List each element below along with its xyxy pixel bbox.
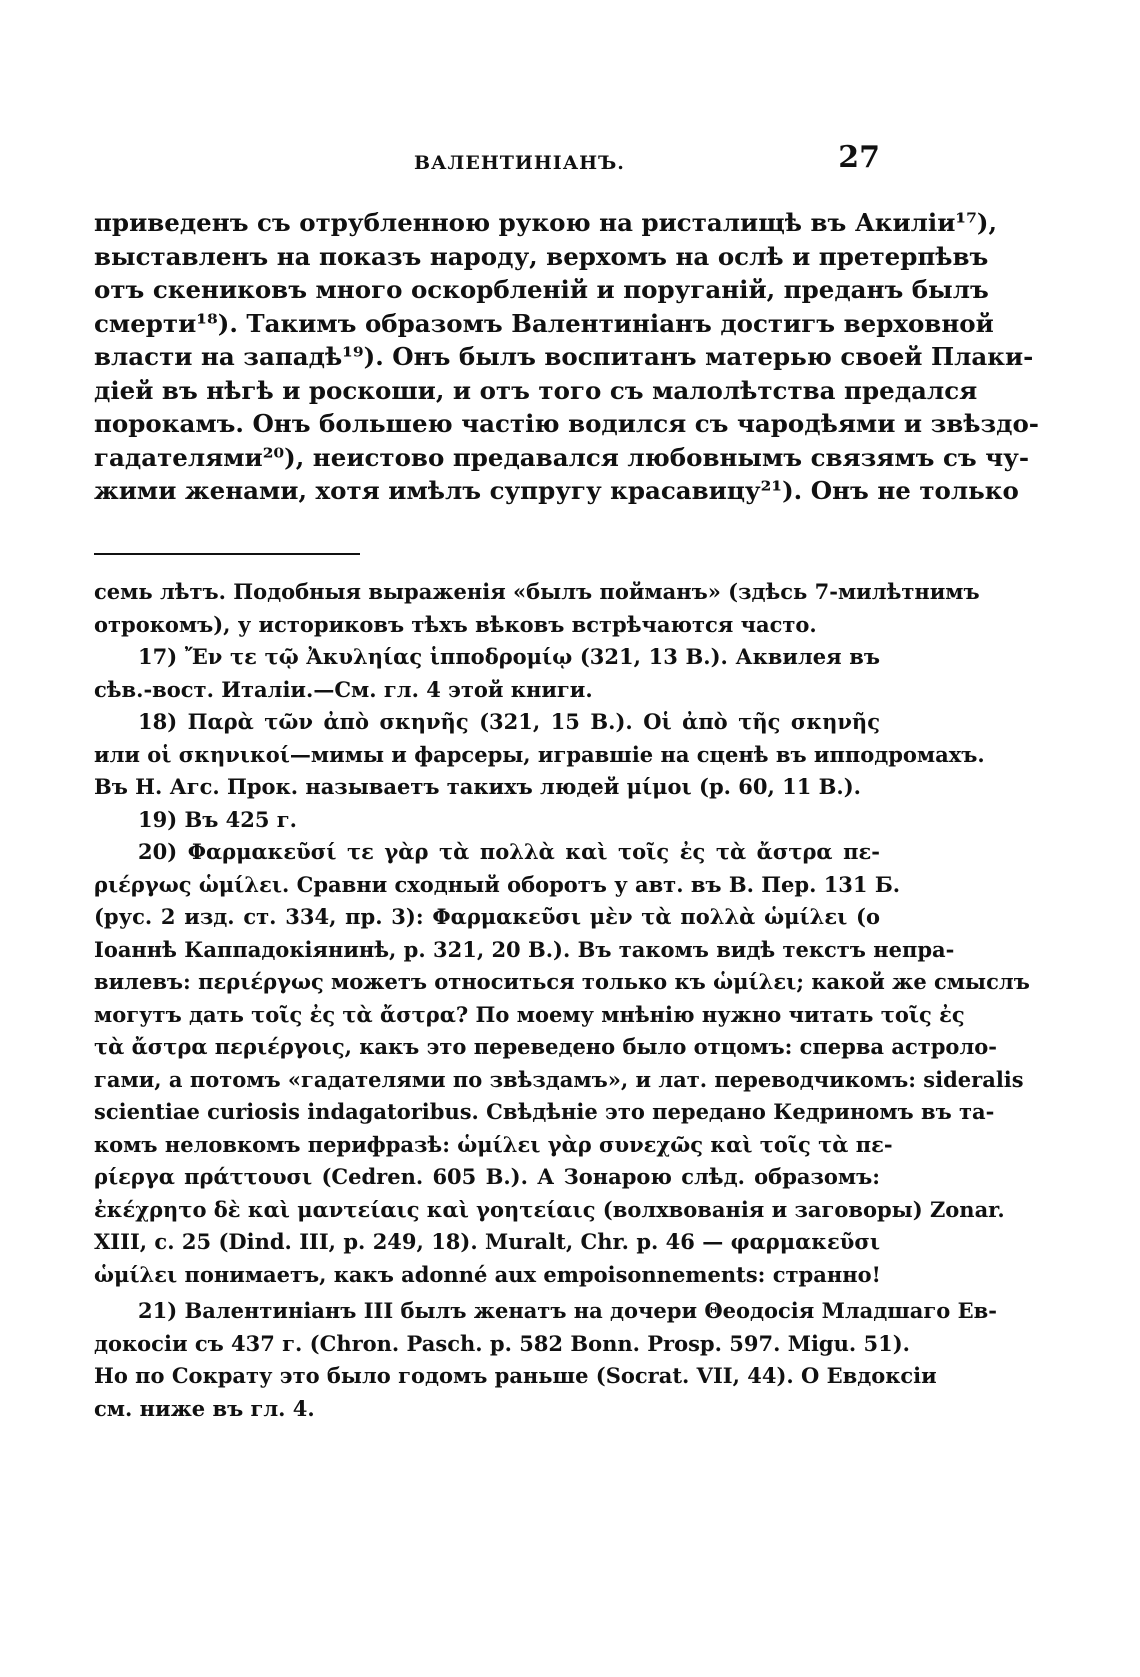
footnote-line: ἐκέχρητο δὲ καὶ μαντείαις καὶ γοητείαις (волхвованія и заговоры) Zonar. bbox=[94, 1196, 1005, 1222]
footnote-divider bbox=[94, 553, 360, 555]
footnote-21 bbox=[94, 1295, 997, 1425]
footnote-line: Но по Сократу это было годомъ раньше (Socrat. VII, 44). О Евдоксіи bbox=[94, 1363, 937, 1388]
footnote-line: scientiae curiosis indagatoribus. Свѣдѣніе это передано Кедриномъ въ та- bbox=[94, 1099, 995, 1124]
footnote-continuation bbox=[94, 576, 980, 641]
footnote-line: ρίεργα πράττουσι (Cedren. 605 В.). А Зонарою слѣд. образомъ: bbox=[94, 1164, 880, 1189]
footnote-18 bbox=[94, 706, 985, 804]
footnote-line: см. ниже въ гл. 4. bbox=[94, 1395, 315, 1421]
footnote-line: вилевъ: περιέργως можетъ относиться только къ ὡμίλει; какой же смыслъ bbox=[94, 969, 1030, 994]
footnote-line: могутъ дать τοῖς ἐς τὰ ἄστρα? По моему мнѣнію нужно читать τοῖς ἐς bbox=[94, 1001, 965, 1027]
main-text-line: смерти¹⁸). Такимъ образомъ Валентиніанъ достигъ верховной bbox=[94, 308, 994, 338]
footnote-line: Въ Н. Агс. Прок. называетъ такихъ людей μίμοι (р. 60, 11 B.). bbox=[94, 774, 861, 799]
footnote-line: или οἱ σκηνικοί—мимы и фарсеры, игравшіе на сценѣ въ ипподромахъ. bbox=[94, 741, 985, 767]
footnote-line: докосіи съ 437 г. (Chron. Pasch. p. 582 Bonn. Prosp. 597. Migu. 51). bbox=[94, 1330, 910, 1356]
main-text-line: приведенъ съ отрубленною рукою на ристалищѣ въ Акиліи¹⁷), bbox=[94, 208, 997, 237]
main-text bbox=[94, 206, 1039, 508]
footnote-line: 20) Φαρμακεῦσί τε γὰρ τὰ πολλὰ καὶ τοῖς ἐς τὰ ἄστρα πε- bbox=[138, 839, 880, 864]
footnote-line: сѣв.-вост. Италіи.—См. гл. 4 этой книги. bbox=[94, 676, 593, 702]
page-header bbox=[94, 136, 880, 186]
main-text-line: отъ скениковъ много оскорбленій и поруганій, преданъ былъ bbox=[94, 275, 989, 304]
footnote-line: Іоаннѣ Каппадокіянинѣ, р. 321, 20 В.). Въ такомъ видѣ текстъ непра- bbox=[94, 936, 955, 962]
footnote-line: ριέργως ὡμίλει. Сравни сходный оборотъ у авт. въ В. Пер. 131 Б. bbox=[94, 871, 901, 897]
main-text-line: порокамъ. Онъ большею частію водился съ чародѣями и звѣздо- bbox=[94, 409, 1039, 438]
footnote-line: отрокомъ), у историковъ тѣхъ вѣковъ встрѣчаются часто. bbox=[94, 611, 817, 637]
footnote-20 bbox=[94, 836, 1030, 1291]
footnote-line: комъ неловкомъ перифразѣ: ὡμίλει γὰρ συνεχῶς καὶ τοῖς τὰ πε- bbox=[94, 1131, 893, 1157]
footnote-line: 19) Въ 425 г. bbox=[138, 806, 297, 832]
main-text-line: жими женами, хотя имѣлъ супругу красавицу²¹). Онъ не только bbox=[94, 476, 1019, 505]
page-number: 27 bbox=[838, 140, 880, 175]
main-text-line: гадателями²⁰), неистово предавался любовнымъ связямъ съ чу- bbox=[94, 442, 1030, 472]
footnote-19 bbox=[94, 804, 880, 837]
running-title: ВАЛЕНТИНІАНЪ. bbox=[414, 152, 625, 174]
main-text-line: власти на западѣ¹⁹). Онъ былъ воспитанъ матерью своей Плаки- bbox=[94, 342, 1034, 371]
footnote-line: гами, а потомъ «гадателями по звѣздамъ», и лат. переводчикомъ: sideralis bbox=[94, 1066, 1024, 1092]
footnotes bbox=[94, 576, 1030, 1425]
footnote-line: ὡμίλει понимаетъ, какъ adonné aux empoisonnements: странно! bbox=[94, 1261, 881, 1287]
footnote-line: 18) Παρὰ τῶν ἀπὸ σκηνῆς (321, 15 B.). Οἱ ἀπὸ τῆς σκηνῆς bbox=[138, 709, 880, 734]
footnote-line: τὰ ἄστρα περιέργοις, какъ это переведено было отцомъ: сперва астроло- bbox=[94, 1034, 997, 1059]
main-text-line: выставленъ на показъ народу, верхомъ на ослѣ и претерпѣвъ bbox=[94, 241, 989, 271]
footnote-line: XIII, c. 25 (Dind. III, p. 249, 18). Muralt, Chr. p. 46 — φαρμακεῦσι bbox=[94, 1229, 880, 1254]
footnote-line: 21) Валентиніанъ III былъ женатъ на дочери Θеодосія Младшаго Ев- bbox=[138, 1298, 997, 1323]
footnote-line: (рус. 2 изд. ст. 334, пр. 3): Φαρμακεῦσι μὲν τὰ πολλὰ ὡμίλει (о bbox=[94, 904, 880, 929]
footnote-17 bbox=[94, 641, 880, 706]
main-text-line: діей въ нѣгѣ и роскоши, и отъ того съ малолѣтства предался bbox=[94, 375, 978, 405]
footnote-line: 17) Ἔν τε τῷ Ἀκυληίας ἱπποδρομίῳ (321, 13 B.). Аквилея въ bbox=[138, 644, 880, 669]
footnote-line: семь лѣтъ. Подобныя выраженія «былъ пойманъ» (здѣсь 7-милѣтнимъ bbox=[94, 579, 980, 604]
